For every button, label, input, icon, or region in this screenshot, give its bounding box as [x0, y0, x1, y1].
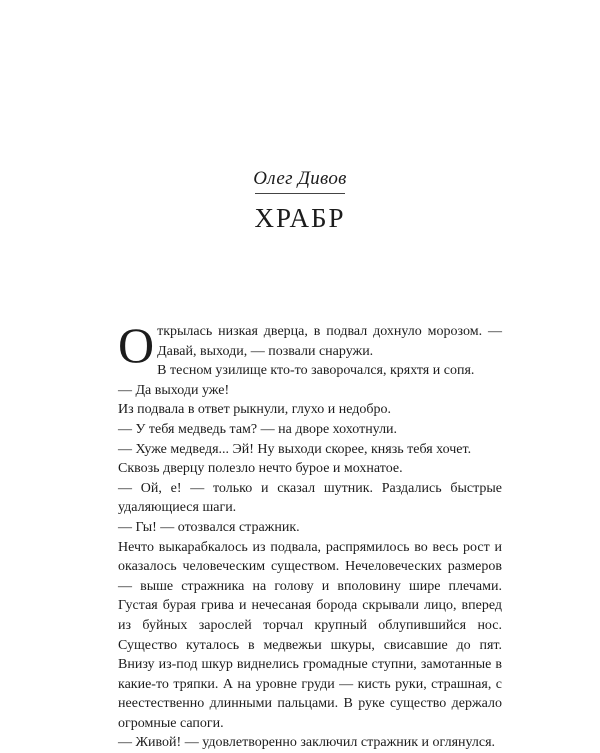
- drop-cap: О: [118, 317, 155, 373]
- author-name: Олег Дивов: [253, 168, 347, 189]
- paragraph-5: — У тебя медведь там? — на дворе хохотнули.: [118, 421, 398, 437]
- paragraph-4: Из подвала в ответ рыкнули, глухо и недобро.: [118, 402, 392, 418]
- paragraph-6: — Хуже медведя... Эй! Ну выходи скорее, князь тебя хочет.: [118, 441, 472, 457]
- author-underline: [255, 193, 345, 194]
- paragraph-3: — Да выходи уже!: [118, 382, 230, 398]
- paragraph-11: — Живой! — удовлетворенно заключил стражник и оглянулся.: [118, 735, 496, 751]
- paragraph-9: — Гы! — отозвался стражник.: [118, 519, 300, 535]
- paragraph-8: — Ой, е! — только и сказал шутник. Раздались быстрые удаляющиеся шаги.: [118, 480, 502, 516]
- paragraph-10: Нечто выкарабкалось из подвала, распрямилось во весь рост и оказалось человеческим существом. Нечеловеческих размеров — выше стражника на голову и вполовину шире плечами. Густая бурая грива и нечесаная борода скрывали лицо, вперед из буйных зарослей торчал крупный облупившийся нос. Существо куталось в медвежьи шкуры, свисавшие до пят. Внизу из-под шкур виднелись громадные ступни, замотанные в какие-то тряпки. А на уровне груди — кисть руки, страшная, с неестественно длинными пальцами. В руке существо держало огромные сапоги.: [118, 539, 502, 731]
- paragraph-7: Сквозь дверцу полезло нечто бурое и мохнатое.: [118, 461, 403, 477]
- paragraph-2: В тесном узилище кто-то заворочался, кряхтя и сопя.: [157, 363, 475, 379]
- paragraph-1-text: ткрылась низкая дверца, в подвал дохнуло морозом. — Давай, выходи, — позвали снаружи.: [157, 324, 502, 359]
- story-text: [118, 317, 502, 753]
- story-title: ХРАБР: [254, 203, 346, 233]
